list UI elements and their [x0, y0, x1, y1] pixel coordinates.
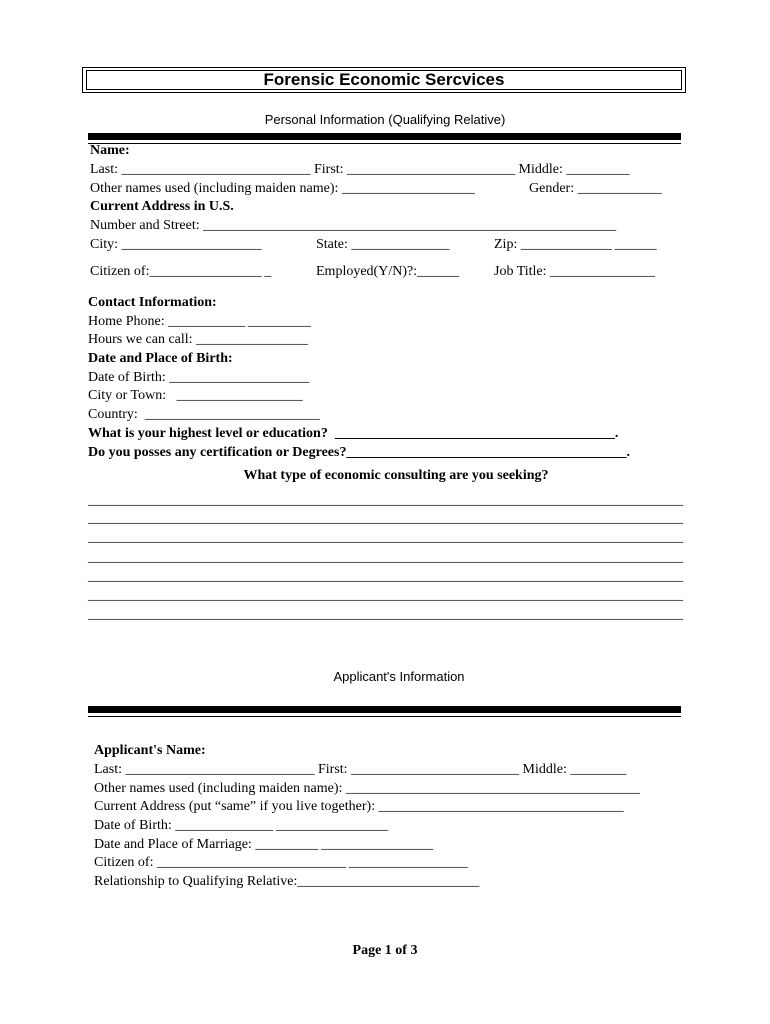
gender-field[interactable]: Gender: ____________: [529, 181, 662, 196]
city-field[interactable]: City: ____________________: [90, 237, 262, 252]
consulting-line[interactable]: _____________________________________________________________________________________: [88, 511, 683, 526]
consulting-line[interactable]: _____________________________________________________________________________________: [88, 607, 683, 622]
employed-field[interactable]: Employed(Y/N)?:______: [316, 264, 460, 279]
address-label: Current Address in U.S.: [90, 199, 234, 214]
consulting-line[interactable]: _____________________________________________________________________________________: [88, 493, 683, 508]
section-rule-thick: [88, 133, 681, 140]
applicant-citizen-field[interactable]: Citizen of: ___________________________ _________________: [94, 855, 468, 870]
citizen-field[interactable]: Citizen of:________________ _: [90, 264, 272, 279]
consulting-line[interactable]: _____________________________________________________________________________________: [88, 530, 683, 545]
name-fields[interactable]: Last: ___________________________ First: ________________________ Middle: _________: [90, 162, 630, 177]
birth-label: Date and Place of Birth:: [88, 351, 233, 366]
relationship-field[interactable]: Relationship to Qualifying Relative:__________________________: [94, 874, 480, 889]
job-title-field[interactable]: Job Title: _______________: [494, 264, 656, 279]
title-box: [82, 67, 686, 93]
zip-field[interactable]: Zip: _____________ ______: [494, 237, 657, 252]
applicant-name-label: Applicant's Name:: [94, 743, 206, 758]
city-town-field[interactable]: City or Town: __________________: [88, 388, 303, 403]
consulting-question: What type of economic consulting are you seeking?: [243, 468, 549, 483]
applicant-heading: Applicant's Information: [333, 669, 465, 684]
consulting-line[interactable]: _____________________________________________________________________________________: [88, 569, 683, 584]
country-field[interactable]: Country: _________________________: [88, 407, 320, 422]
section-rule-thin: [88, 143, 681, 144]
personal-heading: Personal Information (Qualifying Relative): [264, 112, 506, 127]
section-rule-thick: [88, 706, 681, 713]
education-field[interactable]: What is your highest level or education? ________________________________________.: [88, 426, 619, 441]
hours-field[interactable]: Hours we can call: ________________: [88, 332, 309, 347]
section-rule-thin: [88, 716, 681, 717]
contact-label: Contact Information:: [88, 295, 217, 310]
name-label: Name:: [90, 143, 130, 158]
applicant-address-field[interactable]: Current Address (put “same” if you live together): ___________________________________: [94, 799, 624, 814]
form-title: Forensic Economic Sercvices: [86, 70, 682, 90]
other-names-field[interactable]: Other names used (including maiden name): ___________________: [90, 181, 475, 196]
applicant-name-fields[interactable]: Last: ___________________________ First: ________________________ Middle: ________: [94, 762, 627, 777]
home-phone-field[interactable]: Home Phone: ___________ _________: [88, 314, 311, 329]
marriage-field[interactable]: Date and Place of Marriage: _________ ________________: [94, 837, 434, 852]
applicant-dob-field[interactable]: Date of Birth: ______________ ________________: [94, 818, 389, 833]
applicant-other-names-field[interactable]: Other names used (including maiden name): __________________________________________: [94, 781, 640, 796]
state-field[interactable]: State: ______________: [316, 237, 450, 252]
consulting-line[interactable]: _____________________________________________________________________________________: [88, 588, 683, 603]
page-number: Page 1 of 3: [352, 943, 418, 958]
certification-field[interactable]: Do you posses any certification or Degrees?________________________________________.: [88, 445, 630, 460]
street-field[interactable]: Number and Street: ___________________________________________________________: [90, 218, 617, 233]
dob-field[interactable]: Date of Birth: ____________________: [88, 370, 310, 385]
consulting-line[interactable]: _____________________________________________________________________________________: [88, 550, 683, 565]
